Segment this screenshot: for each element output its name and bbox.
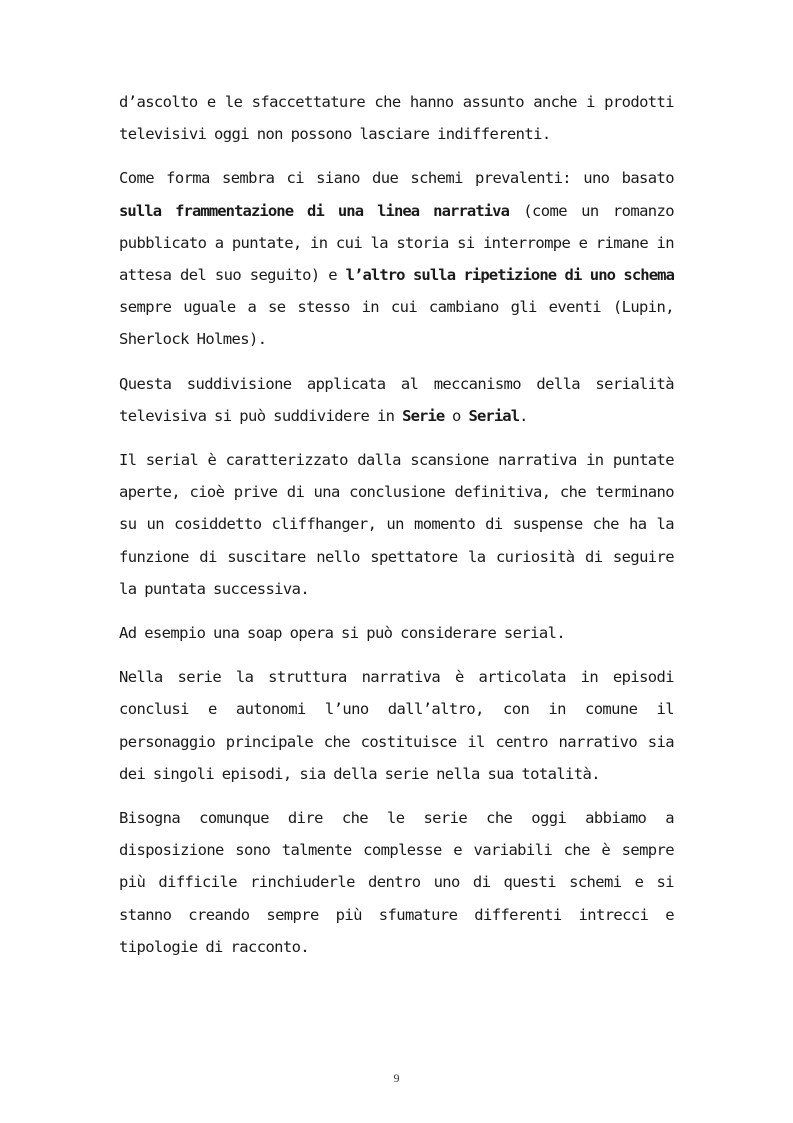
text-segment: sempre uguale a se stesso in cui cambiano gli eventi (Lupin, Sherlock Holmes). <box>119 298 674 349</box>
text-segment: Bisogna comunque dire che le serie che oggi abbiamo a disposizione sono talmente complesse e variabili che è sempre più difficile rinchiuderle dentro uno di questi schemi e si stanno creando sempre più sfumature differenti intrecci e tipologie di racconto. <box>119 809 674 956</box>
paragraph-4 <box>119 444 674 605</box>
text-segment: Come forma sembra ci siano due schemi prevalenti: uno basato <box>119 169 674 188</box>
bold-text-segment: Serial <box>468 406 520 425</box>
text-segment: Nella serie la struttura narrativa è articolata in episodi conclusi e autonomi l’uno dall’altro, con in comune il personaggio principale che costituisce il centro narrativo sia dei singoli episodi, sia della serie nella sua totalità. <box>119 668 674 783</box>
text-segment: Questa suddivisione applicata al meccanismo della serialità televisiva si può suddividere in <box>119 374 674 425</box>
text-segment: Il serial è caratterizzato dalla scansione narrativa in puntate aperte, cioè prive di una conclusione definitiva, che terminano su un cosiddetto cliffhanger, un momento di suspense che ha la funzione di suscitare nello spettatore la curiosità di seguire la puntata successiva. <box>119 451 674 598</box>
text-segment: (come un romanzo pubblicato a puntate, in cui la storia si interrompe e rimane in attesa del suo seguito) e <box>119 201 674 285</box>
document-body <box>119 86 674 975</box>
text-segment: o <box>444 406 469 425</box>
page-number: 9 <box>393 1071 400 1085</box>
bold-text-segment: Serie <box>402 406 445 425</box>
paragraph-2 <box>119 162 674 355</box>
text-segment: d’ascolto e le sfaccettature che hanno assunto anche i prodotti televisivi oggi non possono lasciare indifferenti. <box>119 93 674 144</box>
text-segment: Ad esempio una soap opera si può considerare serial. <box>119 624 566 643</box>
paragraph-7 <box>119 802 674 963</box>
bold-text-segment: sulla frammentazione di una linea narrativa <box>119 201 510 220</box>
text-segment: . <box>519 406 528 425</box>
bold-text-segment: l’altro sulla ripetizione di uno schema <box>345 266 674 285</box>
paragraph-1 <box>119 86 674 150</box>
paragraph-6 <box>119 661 674 790</box>
paragraph-5 <box>119 617 674 649</box>
paragraph-3 <box>119 368 674 432</box>
